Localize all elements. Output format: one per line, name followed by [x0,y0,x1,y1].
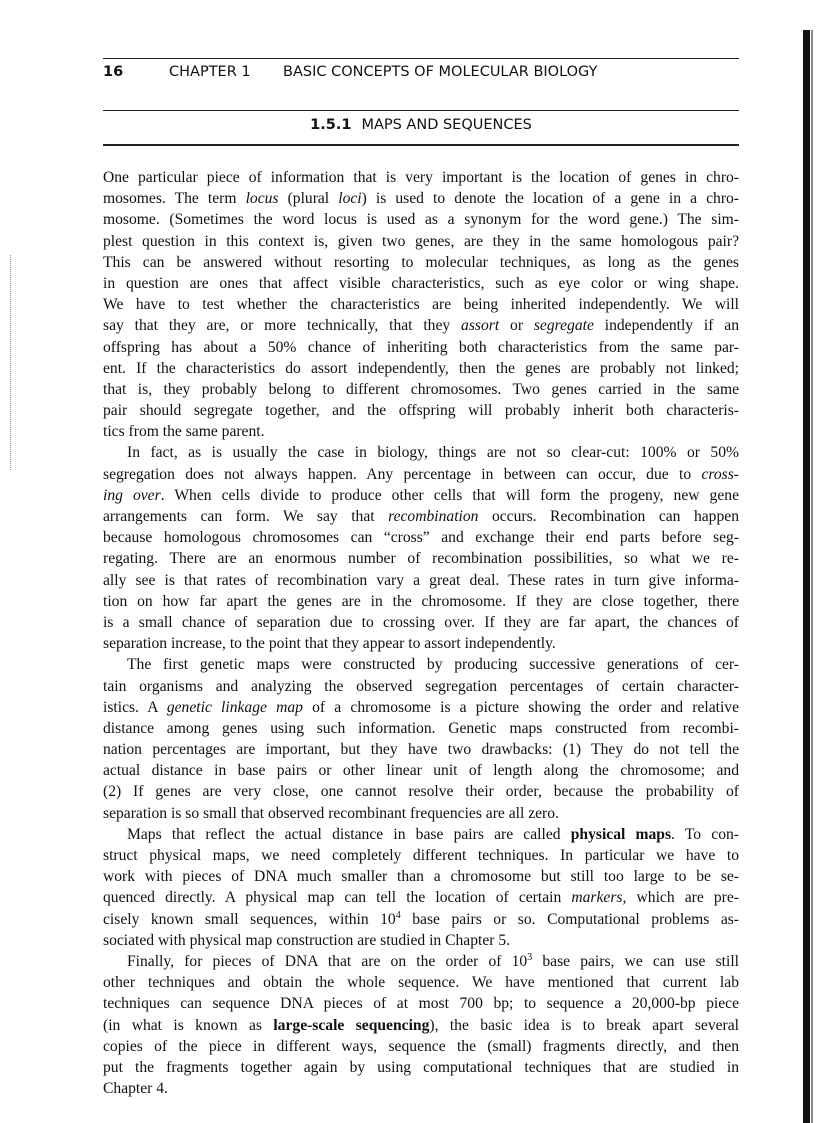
text-line [103,421,739,442]
superscript: 3 [527,951,533,963]
text-line [103,570,739,591]
text-run: nation percentages are important, but they have two drawbacks: (1) They do not tell the [103,741,739,759]
text-line [103,866,739,887]
text-line [103,951,739,972]
text-line [103,167,739,188]
italic-term: recombination [388,508,479,525]
header-top-rule [103,58,739,59]
section-rule [103,144,739,146]
text-run: that is, they probably belong to different chromosomes. Two genes carried in the same [103,380,739,398]
text-run: mosome. (Sometimes the word locus is used as a synonym for the word gene.) The sim- [103,211,739,229]
header-bottom-rule [103,110,739,111]
text-run: tion on how far apart the genes are in the chromosome. If they are close together, there [103,592,739,610]
text-line [103,697,739,718]
superscript: 4 [395,909,401,921]
text-run: say that they are, or more technically, that they [103,317,462,335]
italic-term: genetic linkage map [166,698,303,716]
text-line [103,1057,739,1078]
text-run: other techniques and obtain the whole sequence. We have mentioned that current lab [103,974,739,992]
scan-artifact [10,255,12,470]
text-line [103,612,739,633]
text-run: tain organisms and analyzing the observed segregation percentages of certain character- [103,677,739,695]
text-line [103,188,739,209]
text-run: regating. There are an enormous number of recombination possibilities, so what we re- [103,550,739,568]
text-line [103,358,739,379]
text-run: istics. A [103,698,167,716]
text-run: ) is used to denote the location of a gene in a chro- [361,190,739,208]
text-line [103,442,739,463]
scan-edge [803,30,810,1123]
text-run: . When cells divide to produce other cells that will form the progeny, new gene [160,486,739,504]
chapter-label: CHAPTER 1 [169,64,251,80]
text-line [103,252,739,273]
text-line [103,824,739,845]
text-run: independently if an [593,317,740,335]
text-line [103,676,739,697]
text-run: In fact, as is usually the case in biology, things are not so clear-cut: 100% or 50% [127,444,739,462]
text-line [103,654,739,675]
running-header [103,64,739,86]
text-run: because homologous chromosomes can “cross” and exchange their end parts before seg- [103,529,739,547]
italic-term: loci [338,190,362,208]
text-run: ent. If the characteristics do assort independently, then the genes are probably not linked; [103,359,739,377]
text-run: offspring has about a 50% chance of inheriting both characteristics from the same par- [103,338,739,356]
text-run: tics from the same parent. [103,423,265,441]
text-line [103,379,739,400]
text-run: arrangements can form. We say that [103,508,389,525]
text-line [103,781,739,802]
text-line [103,294,739,315]
text-line [103,1015,739,1036]
body-text [103,167,739,1099]
text-run: The first genetic maps were constructed by producing successive generations of cer- [127,656,739,674]
text-line [103,231,739,252]
text-run: segregation does not always happen. Any percentage in between can occur, due to [103,465,702,483]
text-line [103,633,739,654]
chapter-title: BASIC CONCEPTS OF MOLECULAR BIOLOGY [283,64,598,80]
italic-term: cross- [701,465,739,483]
text-line [103,972,739,993]
text-line [103,909,739,930]
text-line [103,400,739,421]
text-line [103,273,739,294]
text-line [103,845,739,866]
text-run: pair should segregate together, and the offspring will probably inherit both characteris- [103,402,739,420]
text-run: (in what is known as [103,1016,274,1034]
text-run: of a chromosome is a picture showing the order and relative [302,698,739,716]
text-line [103,739,739,760]
italic-term: ing over [103,486,161,504]
text-line [103,718,739,739]
text-run: plest question in this context is, given two genes, are they in the same homologous pair? [103,232,739,250]
section-heading [103,117,739,133]
text-run: This can be answered without resorting to molecular techniques, as long as the genes [103,253,739,271]
text-run: in question are ones that affect visible characteristics, such as eye color or wing shape. [103,274,739,292]
text-run: Finally, for pieces of DNA that are on the order of 10 [127,952,528,970]
text-run: . To con- [671,825,739,843]
text-run: ), the basic idea is to break apart several [429,1016,739,1034]
text-line [103,337,739,358]
text-run: separation is so small that observed recombinant frequencies are all zero. [103,804,559,822]
italic-term: locus [245,190,279,208]
text-line [103,930,739,951]
text-line [103,1078,739,1099]
text-line [103,464,739,485]
text-run: (plural [278,190,339,208]
section-title: MAPS AND SEQUENCES [361,117,532,133]
text-line [103,887,739,908]
text-line [103,1036,739,1057]
text-run: occurs. Recombination can happen [478,508,739,525]
text-run: ally see is that rates of recombination vary a great deal. These rates in turn give informa- [103,571,739,589]
text-run: distance among genes using such information. Genetic maps constructed from recombi- [103,719,739,737]
text-run: copies of the piece in different ways, sequence the (small) fragments directly, and then [103,1037,739,1055]
text-run: separation increase, to the point that they appear to assort independently. [103,635,556,653]
text-run: (2) If genes are very close, one cannot resolve their order, because the probability of [103,783,739,801]
text-run: which are pre- [626,889,739,907]
text-line [103,527,739,548]
text-run: We have to test whether the characteristics are being inherited independently. We will [103,296,739,314]
text-line [103,506,739,527]
text-run: One particular piece of information that is very important is the location of genes in chro- [103,169,739,186]
italic-term: segregate [533,317,594,335]
text-run: base pairs, we can use still [532,952,739,970]
text-run: actual distance in base pairs or other linear unit of length along the chromosome; and [103,762,739,780]
text-line [103,760,739,781]
section-number: 1.5.1 [310,117,352,133]
italic-term: markers, [571,889,627,907]
scan-edge-shadow [811,30,813,1123]
text-line [103,485,739,506]
text-run: put the fragments together again by using computational techniques that are studied in [103,1058,739,1076]
text-run: mosomes. The term [103,190,246,208]
text-run: struct physical maps, we need completely different techniques. In particular we have to [103,847,739,864]
text-run: base pairs or so. Computational problems as- [400,910,740,928]
text-run: techniques can sequence DNA pieces of at most 700 bp; to sequence a 20,000-bp piece [103,995,739,1013]
text-line [103,591,739,612]
text-run: Chapter 4. [103,1080,168,1098]
text-line [103,993,739,1014]
text-run: cisely known small sequences, within 10 [103,910,396,928]
text-run: work with pieces of DNA much smaller than a chromosome but still too large to be se- [103,868,739,886]
text-run: sociated with physical map construction are studied in Chapter 5. [103,931,511,949]
text-line [103,548,739,569]
text-run: quenced directly. A physical map can tell the location of certain [103,889,572,907]
text-run: Maps that reflect the actual distance in base pairs are called [127,825,571,843]
text-run: is a small chance of separation due to crossing over. If they are far apart, the chances of [103,613,739,631]
text-line [103,315,739,336]
italic-term: assort [461,317,500,335]
page-number: 16 [103,64,124,80]
bold-term: large-scale sequencing [273,1016,430,1034]
text-line [103,209,739,230]
bold-term: physical maps [570,825,672,843]
text-run: or [499,317,534,335]
text-line [103,803,739,824]
